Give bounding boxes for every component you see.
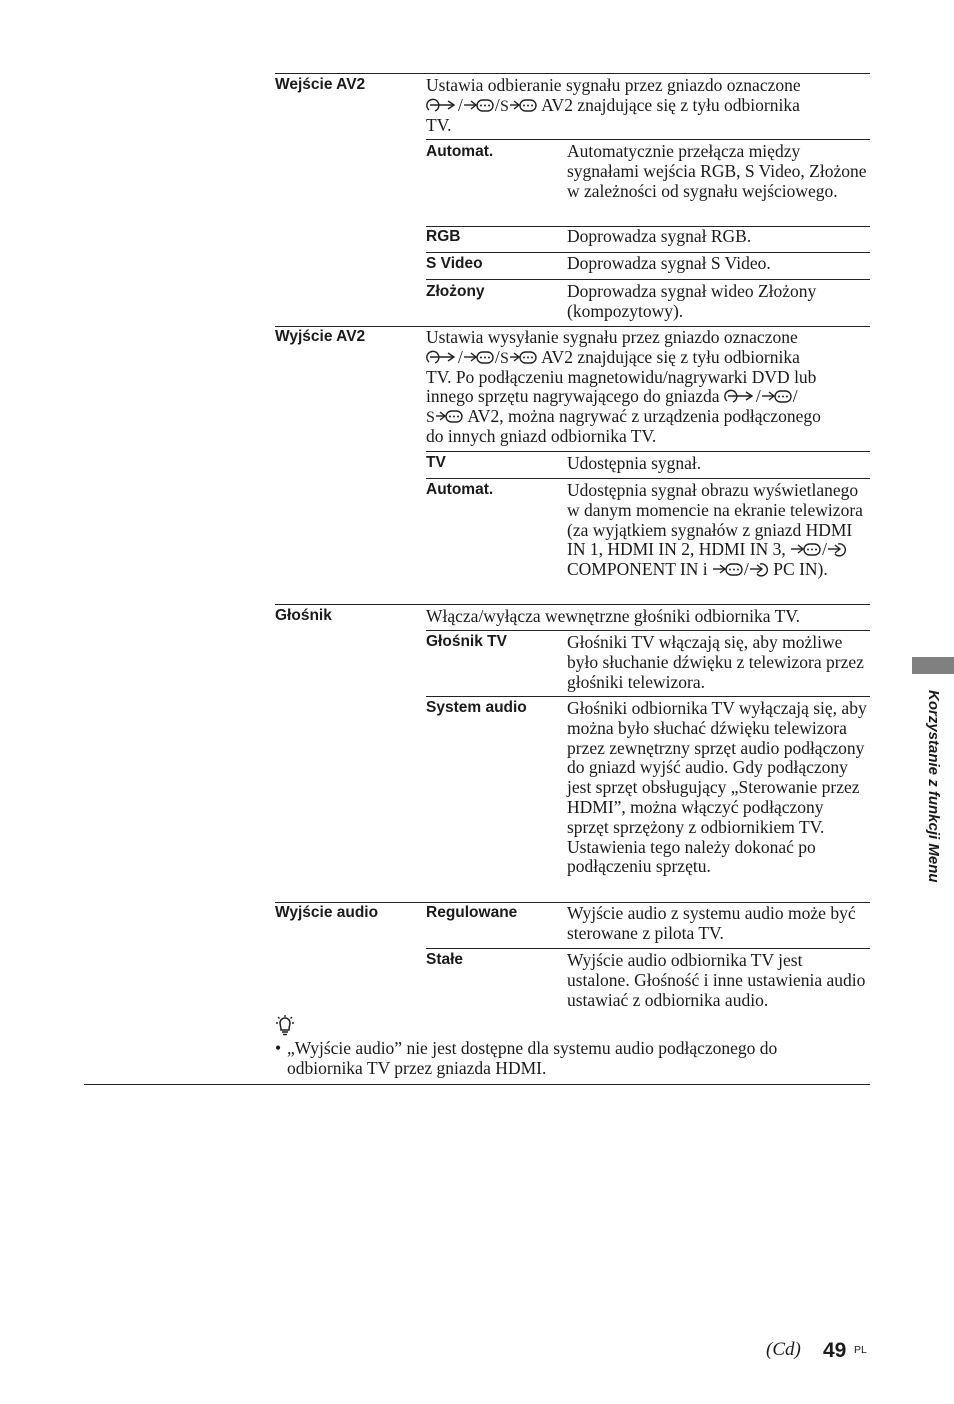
video-in-icon [463,349,495,366]
row-label-wyjscie-av2: Wyjście AV2 [275,328,366,345]
svg-text:S: S [499,97,509,114]
desc-line: AV2 znajdujące się z tyłu odbiornika [541,94,800,115]
option-label-automat: Automat. [426,143,494,160]
desc-line: AV2, można nagrywać z urządzenia podłączonego [467,406,821,427]
option-text-tv: Udostępnia sygnał. [567,453,702,473]
video-in-icon [761,388,793,405]
svideo-in-icon [426,408,464,425]
video-in-icon [790,541,822,558]
lightbulb-icon [275,1014,295,1041]
option-text-stale: Wyjście audio odbiornika TV jest ustalone. Głośność i inne ustawienia audio ustawiać z odbiornika audio. [567,950,866,1010]
option-label-system-audio: System audio [426,699,527,716]
icon-separator: / [755,386,761,407]
option-text-line: PC IN). [773,559,828,580]
desc-line: innego sprzętu nagrywającego do gniazda [426,386,720,407]
row-desc-glosnik: Włącza/wyłącza wewnętrzne głośniki odbiornika TV. [426,606,801,626]
scart-in-icon [724,388,756,405]
pc-in-icon [749,561,769,578]
desc-line: TV. Po podłączeniu magnetowidu/nagrywarki DVD lub [426,366,817,387]
row-divider [426,139,870,140]
icon-separator: / [458,94,463,115]
desc-line: AV2 znajdujące się z tyłu odbiornika [541,346,800,367]
desc-line: Ustawia odbieranie sygnału przez gniazdo oznaczone [426,75,801,95]
scart-in-icon [426,349,458,366]
option-label-tv: TV [426,454,446,471]
option-text-system-audio: Głośniki odbiornika TV wyłączają się, aby można było słuchać dźwięku telewizora przez zewnętrzny sprzęt audio podłączony do gniazd wyjść audio. Gdy podłączony jest sprzęt obsługujący „Sterowanie przez HDMI”, można włączyć podłączony sprzęt sprzężony z odbiornikiem TV. Ustawienia tego należy dokonać po podłączeniu sprzętu. [567,698,867,877]
row-label-wyjscie-audio: Wyjście audio [275,904,379,921]
option-label-glosnik-tv: Głośnik TV [426,633,507,650]
bottom-rule [84,1084,870,1085]
icon-separator: / [494,94,500,115]
tip-text: „Wyjście audio” nie jest dostępne dla systemu audio podłączonego do odbiornika TV przez gniazda HDMI. [287,1038,778,1078]
row-divider [426,279,870,280]
row-label-wejscie-av2: Wejście AV2 [275,76,366,93]
option-text-line: Udostępnia sygnał obrazu wyświetlanego w danym momencie na ekranie telewizora (za wyjątkiem sygnałów z gniazd HDMI IN 1, HDMI IN 2, HDMI IN 3, [567,480,863,560]
option-text-regulowane: Wyjście audio z systemu audio może być sterowane z pilota TV. [567,903,856,943]
desc-line: Ustawia wysyłanie sygnału przez gniazdo oznaczone [426,327,798,347]
icon-separator: / [792,386,798,407]
option-text-s-video: Doprowadza sygnał S Video. [567,253,771,273]
icon-separator: / [458,346,463,367]
language-code: PL [854,1344,867,1356]
row-divider [426,948,870,949]
row-divider [426,696,870,697]
icon-separator: / [822,539,827,560]
svg-text:S: S [499,349,509,366]
section-sidebar-label: Korzystanie z funkcji Menu [925,690,942,883]
option-text-glosnik-tv: Głośniki TV włączają się, aby możliwe było słuchanie dźwięku z telewizora przez głośniki telewizora. [567,632,864,692]
option-text-automat [567,481,867,580]
row-divider [426,451,870,452]
scart-in-icon [426,97,458,114]
row-divider [426,478,870,479]
option-text-line: COMPONENT IN i [567,559,708,580]
icon-separator: / [744,559,749,580]
video-in-icon [463,97,495,114]
page-number: 49 [823,1339,847,1362]
svideo-in-icon [500,349,538,366]
section-tab-marker [912,657,954,674]
option-text-automat: Automatycznie przełącza między sygnałami wejścia RGB, S Video, Złożone w zależności od sygnału wejściowego. [567,141,867,201]
option-label-regulowane: Regulowane [426,904,518,921]
svideo-in-icon [500,97,538,114]
row-desc-wejscie-av2 [426,76,870,135]
option-text-rgb: Doprowadza sygnał RGB. [567,226,752,246]
table-top-rule [275,73,870,74]
icon-separator: / [494,346,500,367]
desc-line: do innych gniazd odbiornika TV. [426,425,657,446]
section-sidebar [924,690,942,930]
option-label-stale: Stałe [426,951,464,968]
option-label-rgb: RGB [426,228,461,245]
option-label-s-video: S Video [426,255,483,272]
continued-marker: (Cd) [766,1339,801,1360]
desc-line: TV. [426,114,452,135]
video-in-icon [712,561,744,578]
row-desc-wyjscie-av2 [426,328,870,447]
pc-in-icon [827,541,847,558]
row-divider [426,630,870,631]
option-text-zlozony: Doprowadza sygnał wideo Złożony (kompozytowy). [567,281,817,321]
row-divider [275,604,870,605]
option-label-automat: Automat. [426,481,494,498]
svg-text:S: S [426,409,435,426]
option-label-zlozony: Złożony [426,283,485,300]
row-label-glosnik: Głośnik [275,607,332,624]
tip-bullet: • [275,1038,282,1058]
